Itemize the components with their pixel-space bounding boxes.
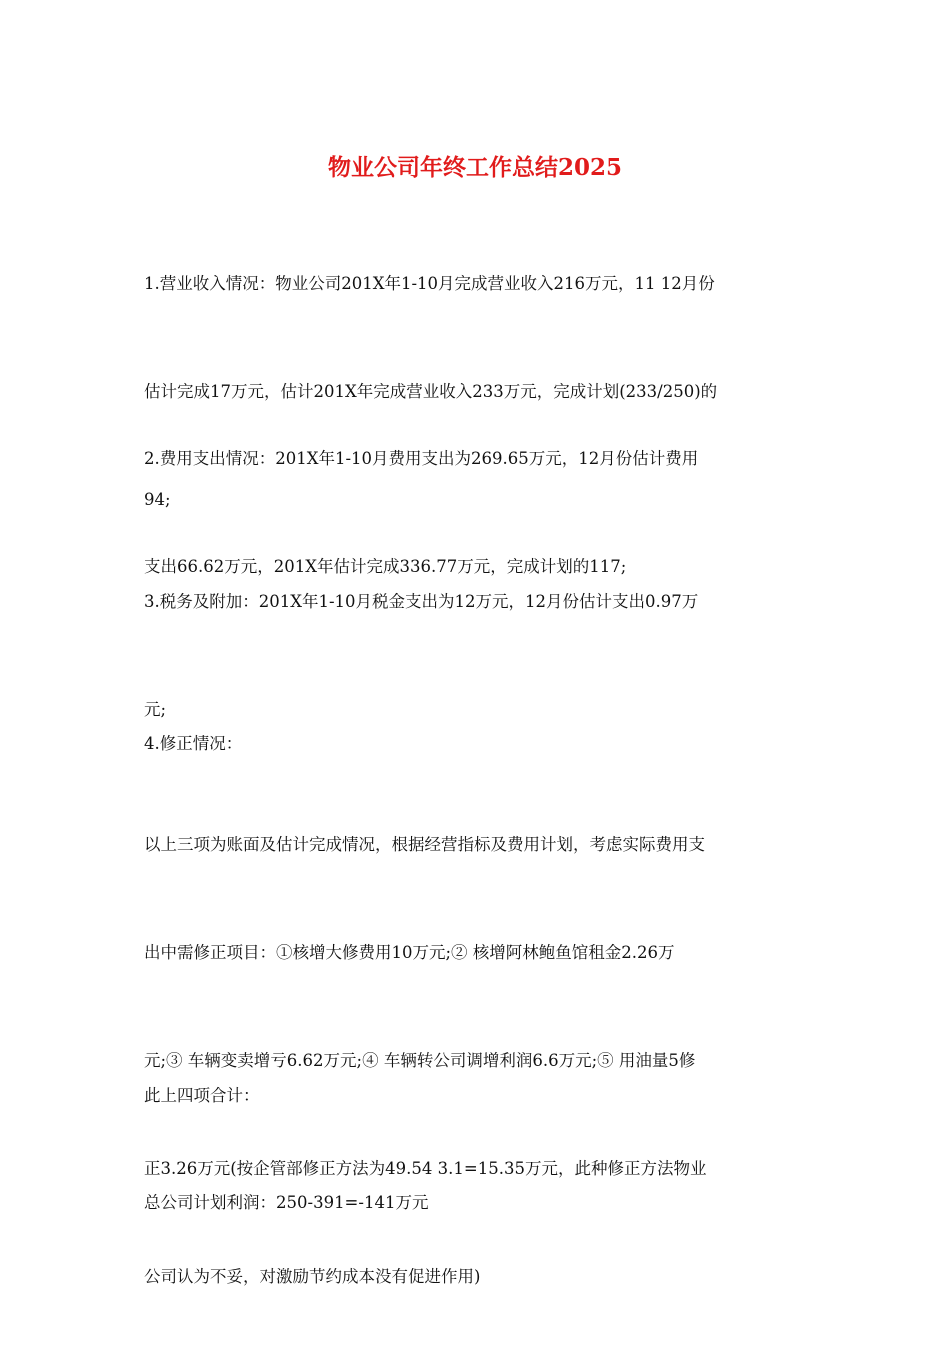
text-line: 元;③ 车辆变卖增亏6.62万元;④ 车辆转公司调增利润6.6万元;⑤ 用油量5修 <box>144 1051 696 1070</box>
text-line: 总公司计划利润：250-391=-141万元 <box>144 1193 429 1212</box>
text-line: 正3.26万元(按企管部修正方法为49.54 3.1=15.35万元，此种修正方法物业 <box>144 1159 707 1178</box>
text-line: 元; <box>144 700 167 719</box>
text-line: 2.费用支出情况：201X年1-10月费用支出为269.65万元，12月份估计费用 <box>144 449 699 468</box>
text-line: 4.修正情况： <box>144 734 243 753</box>
text-line: 此上四项合计： <box>144 1086 260 1105</box>
text-line: 公司认为不妥，对激励节约成本没有促进作用) <box>144 1267 481 1286</box>
text-line: 支出66.62万元，201X年估计完成336.77万元，完成计划的117; <box>144 557 627 576</box>
paragraph-profit <box>144 1113 808 1293</box>
text-line: 3.税务及附加：201X年1-10月税金支出为12万元，12月份估计支出0.97万 <box>144 592 699 611</box>
text-line: 以上三项为账面及估计完成情况，根据经营指标及费用计划，考虑实际费用支 <box>144 835 705 854</box>
text-line: 估计完成17万元，估计201X年完成营业收入233万元，完成计划(233/250)的 <box>144 382 718 401</box>
text-line: 94; <box>144 490 171 509</box>
document-title: 物业公司年终工作总结2025 <box>327 154 622 181</box>
text-line: 1.营业收入情况：物业公司201X年1-10月完成营业收入216万元，11 12月份 <box>144 274 715 293</box>
text-line: 出中需修正项目：①核增大修费用10万元;② 核增阿林鲍鱼馆租金2.26万 <box>144 943 675 962</box>
